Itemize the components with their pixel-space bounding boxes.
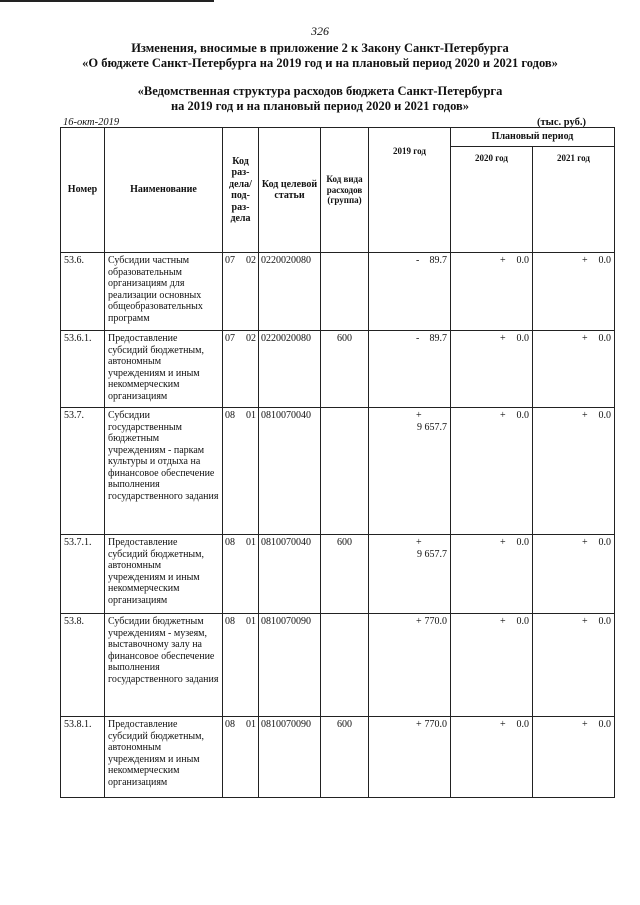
row-number: 53.8.	[61, 614, 105, 717]
sign-2019: +	[416, 616, 422, 627]
sign-2020: +	[500, 410, 506, 421]
amount-2021: 0.0	[598, 719, 612, 730]
podrazdel-code: 01	[246, 410, 256, 421]
podrazdel-code: 01	[246, 616, 256, 627]
row-target-article: 0810070040	[259, 408, 321, 535]
row-2019-value	[369, 408, 451, 535]
row-razdel	[223, 253, 259, 331]
sign-2020: +	[500, 255, 506, 266]
amount-2021: 0.0	[598, 537, 612, 548]
row-razdel	[223, 717, 259, 798]
table-row	[61, 408, 615, 535]
units-label: (тыс. руб.)	[537, 117, 586, 128]
col-header-planned-period: Плановый период	[451, 128, 615, 147]
row-razdel	[223, 408, 259, 535]
row-number: 53.7.	[61, 408, 105, 535]
row-2019-value	[369, 717, 451, 798]
row-name: Предоставление субсидий бюджетным, автономным учреждениям и иным некоммерческим организациям	[105, 331, 223, 408]
row-name: Предоставление субсидий бюджетным, автономным учреждениям и иным некоммерческим организациям	[105, 717, 223, 798]
sign-2019: +	[416, 719, 422, 730]
row-2021-value	[533, 535, 615, 614]
sign-2020: +	[500, 616, 506, 627]
col-header-razdel: Код раз- дела/ под- раз- дела	[223, 128, 259, 253]
sign-2019: +	[416, 410, 422, 421]
row-razdel	[223, 535, 259, 614]
sign-2021: +	[582, 537, 588, 548]
row-target-article: 0220020080	[259, 331, 321, 408]
razdel-code: 08	[225, 719, 235, 730]
amount-2021: 0.0	[598, 333, 612, 344]
razdel-code: 08	[225, 410, 235, 421]
row-2020-value	[451, 408, 533, 535]
sign-2020: +	[500, 537, 506, 548]
row-expense-type: 600	[321, 331, 369, 408]
budget-table	[60, 127, 615, 798]
page-number: 326	[311, 24, 329, 38]
row-2021-value	[533, 717, 615, 798]
row-2021-value	[533, 408, 615, 535]
document-date: 16-окт-2019	[63, 117, 120, 128]
sign-2021: +	[582, 719, 588, 730]
table-row	[61, 614, 615, 717]
amount-2021: 0.0	[598, 410, 612, 421]
podrazdel-code: 01	[246, 719, 256, 730]
row-target-article: 0810070040	[259, 535, 321, 614]
col-header-name: Наименование	[105, 128, 223, 253]
sign-2020: +	[500, 333, 506, 344]
row-number: 53.7.1.	[61, 535, 105, 614]
amount-2020: 0.0	[516, 255, 529, 266]
row-target-article: 0810070090	[259, 717, 321, 798]
row-2020-value	[451, 717, 533, 798]
row-2020-value	[451, 331, 533, 408]
subheading-line-2: на 2019 год и на плановый период 2020 и 2021 годов»	[170, 99, 470, 113]
row-expense-type	[321, 408, 369, 535]
col-header-expense-type: Код вида расходов (группа)	[321, 128, 369, 253]
row-2019-value	[369, 614, 451, 717]
amount-2021: 0.0	[598, 255, 612, 266]
sign-2021: +	[582, 255, 588, 266]
amount-2020: 0.0	[516, 333, 529, 344]
amount-2019: 89.7	[429, 255, 447, 266]
table-row	[61, 717, 615, 798]
row-expense-type: 600	[321, 717, 369, 798]
podrazdel-code: 01	[246, 537, 256, 548]
razdel-code: 07	[225, 255, 235, 266]
row-expense-type	[321, 614, 369, 717]
amount-2019: 770.0	[424, 616, 447, 627]
sign-2020: +	[500, 719, 506, 730]
row-razdel	[223, 331, 259, 408]
row-number: 53.8.1.	[61, 717, 105, 798]
row-name: Субсидии бюджетным учреждениям - музеям, выставочному залу на финансовое обеспечение выполнения государственного задания	[105, 614, 223, 717]
col-header-target-article: Код целевой статьи	[259, 128, 321, 253]
col-header-2020: 2020 год	[451, 147, 533, 253]
table-row	[61, 331, 615, 408]
top-scan-line	[0, 0, 214, 2]
row-name: Субсидии частным образовательным организациям для реализации основных общеобразовательных программ	[105, 253, 223, 331]
row-2019-value	[369, 331, 451, 408]
row-2021-value	[533, 614, 615, 717]
row-2019-value	[369, 535, 451, 614]
row-razdel	[223, 614, 259, 717]
col-header-2019: 2019 год	[369, 128, 451, 253]
row-target-article: 0220020080	[259, 253, 321, 331]
row-2020-value	[451, 253, 533, 331]
table-row	[61, 253, 615, 331]
row-number: 53.6.1.	[61, 331, 105, 408]
amount-2020: 0.0	[516, 719, 529, 730]
sign-2019: -	[416, 333, 420, 344]
row-name: Субсидии государственным бюджетным учреждениям - паркам культуры и отдыха на финансовое обеспечение выполнения государственного задания	[105, 408, 223, 535]
amount-2020: 0.0	[516, 537, 529, 548]
sign-2019: -	[416, 255, 420, 266]
heading-line-2: «О бюджете Санкт-Петербурга на 2019 год и на плановый период 2020 и 2021 годов»	[82, 56, 558, 70]
podrazdel-code: 02	[246, 255, 256, 266]
razdel-code: 07	[225, 333, 235, 344]
podrazdel-code: 02	[246, 333, 256, 344]
sign-2021: +	[582, 333, 588, 344]
col-header-2021: 2021 год	[533, 147, 615, 253]
razdel-code: 08	[225, 616, 235, 627]
document-subheading	[0, 84, 640, 114]
amount-2021: 0.0	[598, 616, 612, 627]
row-2021-value	[533, 253, 615, 331]
row-target-article: 0810070090	[259, 614, 321, 717]
amount-2019: 9 657.7	[417, 421, 447, 433]
amount-2019: 9 657.7	[417, 548, 447, 560]
amount-2020: 0.0	[516, 410, 529, 421]
table-row	[61, 535, 615, 614]
row-name: Предоставление субсидий бюджетным, автономным учреждениям и иным некоммерческим организациям	[105, 535, 223, 614]
document-heading	[0, 41, 640, 71]
row-2020-value	[451, 535, 533, 614]
amount-2019: 89.7	[429, 333, 447, 344]
sign-2019: +	[416, 537, 422, 548]
razdel-code: 08	[225, 537, 235, 548]
row-expense-type: 600	[321, 535, 369, 614]
row-number: 53.6.	[61, 253, 105, 331]
subheading-line-1: «Ведомственная структура расходов бюджета Санкт-Петербурга	[137, 84, 503, 98]
row-2019-value	[369, 253, 451, 331]
heading-line-1: Изменения, вносимые в приложение 2 к Закону Санкт-Петербурга	[131, 41, 509, 55]
amount-2020: 0.0	[516, 616, 529, 627]
sign-2021: +	[582, 410, 588, 421]
row-2021-value	[533, 331, 615, 408]
col-header-number: Номер	[61, 128, 105, 253]
amount-2019: 770.0	[424, 719, 447, 730]
row-expense-type	[321, 253, 369, 331]
row-2020-value	[451, 614, 533, 717]
sign-2021: +	[582, 616, 588, 627]
